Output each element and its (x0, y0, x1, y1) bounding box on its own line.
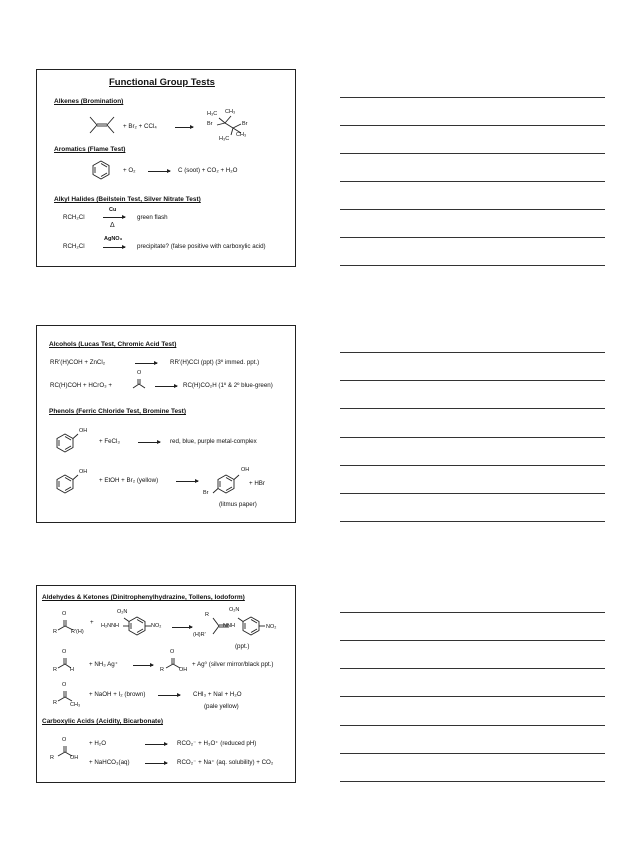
note-line (340, 209, 605, 210)
bromophenol-structure (209, 471, 243, 501)
lucas-product: RR’(H)CCl (ppt) (3º immed. ppt.) (170, 359, 260, 366)
acid-oh: OH (179, 667, 188, 673)
phenol-oh: OH (79, 469, 88, 475)
alkyl-2-reagent: AgNO₃ (104, 236, 123, 242)
note-line (340, 237, 605, 238)
methyl-ketone-ch3: CH₃ (70, 702, 81, 708)
product-h3c-bottom: H₃C (219, 136, 230, 142)
cooh-r: R (50, 755, 54, 761)
note-line (340, 181, 605, 182)
bicarbonate-reagent: + NaHCO₃(aq) (89, 759, 130, 766)
note-line (340, 437, 605, 438)
slide-title: Functional Group Tests (109, 77, 215, 88)
benzene-structure (91, 160, 111, 180)
iodoform-product: CHI₃ + NaI + H₂O (193, 691, 242, 698)
product-br-left: Br (207, 121, 213, 127)
lucas-reactants: RR’(H)COH + ZnCl₂ (50, 359, 106, 366)
aldehydes-heading: Aldehydes & Ketones (Dinitrophenylhydrazine, Tollens, Iodoform) (42, 594, 245, 601)
alkyl-halides-heading: Alkyl Halides (Beilstein Test, Silver Nitrate Test) (54, 196, 201, 203)
product-ch3-top: CH₃ (225, 109, 236, 115)
hydrazone-hr: (H)R' (193, 632, 206, 638)
alcohols-heading: Alcohols (Lucas Test, Chromic Acid Test) (49, 341, 177, 348)
slide-alcohols-phenols (36, 325, 296, 523)
alkyl-1-condition: Δ (110, 222, 115, 229)
note-line (340, 640, 605, 641)
bromophenol-oh: OH (241, 467, 250, 473)
reaction-arrow (145, 744, 167, 745)
methyl-ketone-oxygen: O (62, 682, 67, 688)
iodoform-reagent: + NaOH + I₂ (brown) (89, 691, 146, 698)
carbonyl-r: R (53, 629, 57, 635)
product-h3c-top: H₃C (207, 111, 218, 117)
note-line (340, 668, 605, 669)
note-line (340, 265, 605, 266)
note-line (340, 125, 605, 126)
carbonyl-rh: R'(H) (71, 629, 84, 635)
alkenes-heading: Alkenes (Bromination) (54, 98, 124, 105)
hydrazone-nnh: NNH (223, 623, 235, 629)
reaction-arrow (135, 363, 157, 364)
acid-r: R (160, 667, 164, 673)
reaction-arrow (158, 695, 180, 696)
cooh-oh: OH (70, 755, 79, 761)
reaction-arrow (103, 247, 125, 248)
product-ch3-bottom: CH₃ (236, 132, 247, 138)
aromatic-reagent: + O₂ (123, 167, 136, 174)
fecl3-product: red, blue, purple metal-complex (170, 438, 257, 445)
plus-sign: + (90, 619, 94, 626)
acid-oxygen: O (170, 649, 175, 655)
reaction-arrow (145, 763, 167, 764)
note-line (340, 493, 605, 494)
phenol-structure (55, 472, 81, 496)
bromine-reagent: + EtOH + Br₂ (yellow) (99, 477, 159, 484)
note-line (340, 97, 605, 98)
hydrazone-o2n: O₂N (229, 607, 240, 613)
reaction-arrow (133, 665, 153, 666)
aromatic-product: C (soot) + CO₂ + H₂O (178, 167, 238, 174)
phenol-structure (55, 431, 81, 455)
ppt-note: (ppt.) (235, 643, 250, 650)
reaction-arrow (148, 171, 170, 172)
note-line (340, 696, 605, 697)
hydrazone-r: R (205, 612, 209, 618)
reaction-arrow (138, 442, 160, 443)
phenol-oh: OH (79, 428, 88, 434)
reaction-arrow (155, 386, 177, 387)
note-line (340, 725, 605, 726)
alkyl-1-product: green flash (137, 214, 168, 221)
alkene-structure (87, 115, 117, 135)
note-line (340, 521, 605, 522)
alkyl-2-product: precipitate? (false positive with carboxylic acid) (137, 243, 266, 250)
note-line (340, 612, 605, 613)
note-line (340, 753, 605, 754)
methyl-ketone-r: R (53, 700, 57, 706)
litmus-note: (litmus paper) (219, 501, 257, 508)
hydrazone-no2: NO₂ (266, 624, 277, 630)
aldehyde-oxygen: O (62, 649, 67, 655)
alkyl-1-reagent: Cu (109, 207, 117, 213)
note-line (340, 781, 605, 782)
aldehyde-h: H (70, 667, 74, 673)
dnp-no2: NO₂ (151, 623, 162, 629)
note-line (340, 380, 605, 381)
reaction-arrow (175, 127, 193, 128)
carbonyl-oxygen: O (62, 611, 67, 617)
water-reagent: + H₂O (89, 740, 107, 747)
water-product: RCO₂⁻ + H₃O⁺ (reduced pH) (177, 740, 257, 747)
note-line (340, 408, 605, 409)
chromic-product: RC(H)CO₂H (1º & 2º blue-green) (183, 382, 273, 389)
aldehyde-r: R (53, 667, 57, 673)
cooh-oxygen: O (62, 737, 67, 743)
bromophenol-br: Br (203, 490, 209, 496)
hbr-product: + HBr (249, 480, 265, 487)
note-line (340, 352, 605, 353)
tollens-product: + Ag⁰ (silver mirror/black ppt.) (192, 661, 274, 668)
aromatics-heading: Aromatics (Flame Test) (54, 146, 126, 153)
reaction-arrow (103, 217, 125, 218)
note-line (340, 465, 605, 466)
pale-yellow-note: (pale yellow) (204, 703, 239, 710)
fecl3-reagent: + FeCl₃ (99, 438, 120, 445)
acetone-structure (131, 378, 147, 390)
alkene-reagents: + Br₂ + CCl₄ (123, 123, 157, 130)
reaction-arrow (176, 481, 198, 482)
note-line (340, 153, 605, 154)
chromic-reactants: RC(H)COH + HCrO₃ + (50, 382, 112, 389)
alkyl-1-reactant: RCH₂Cl (63, 214, 85, 221)
tollens-reagent: + NH₃ Ag⁺ (89, 661, 119, 668)
product-br-right: Br (242, 121, 248, 127)
acetone-oxygen: O (137, 370, 142, 376)
dnp-structure (121, 614, 153, 640)
slide-aldehydes-acids (36, 585, 296, 783)
slide-functional-group-tests (36, 69, 296, 267)
carboxylic-heading: Carboxylic Acids (Acidity, Bicarbonate) (42, 718, 164, 725)
bicarbonate-product: RCO₂⁻ + Na⁺ (aq. solubility) + CO₂ (177, 759, 274, 766)
reaction-arrow (172, 627, 192, 628)
dnp-h2nnh: H₂NNH (101, 623, 120, 629)
alkyl-2-reactant: RCH₂Cl (63, 243, 85, 250)
dnp-o2n: O₂N (117, 609, 128, 615)
phenols-heading: Phenols (Ferric Chloride Test, Bromine Test) (49, 408, 187, 415)
